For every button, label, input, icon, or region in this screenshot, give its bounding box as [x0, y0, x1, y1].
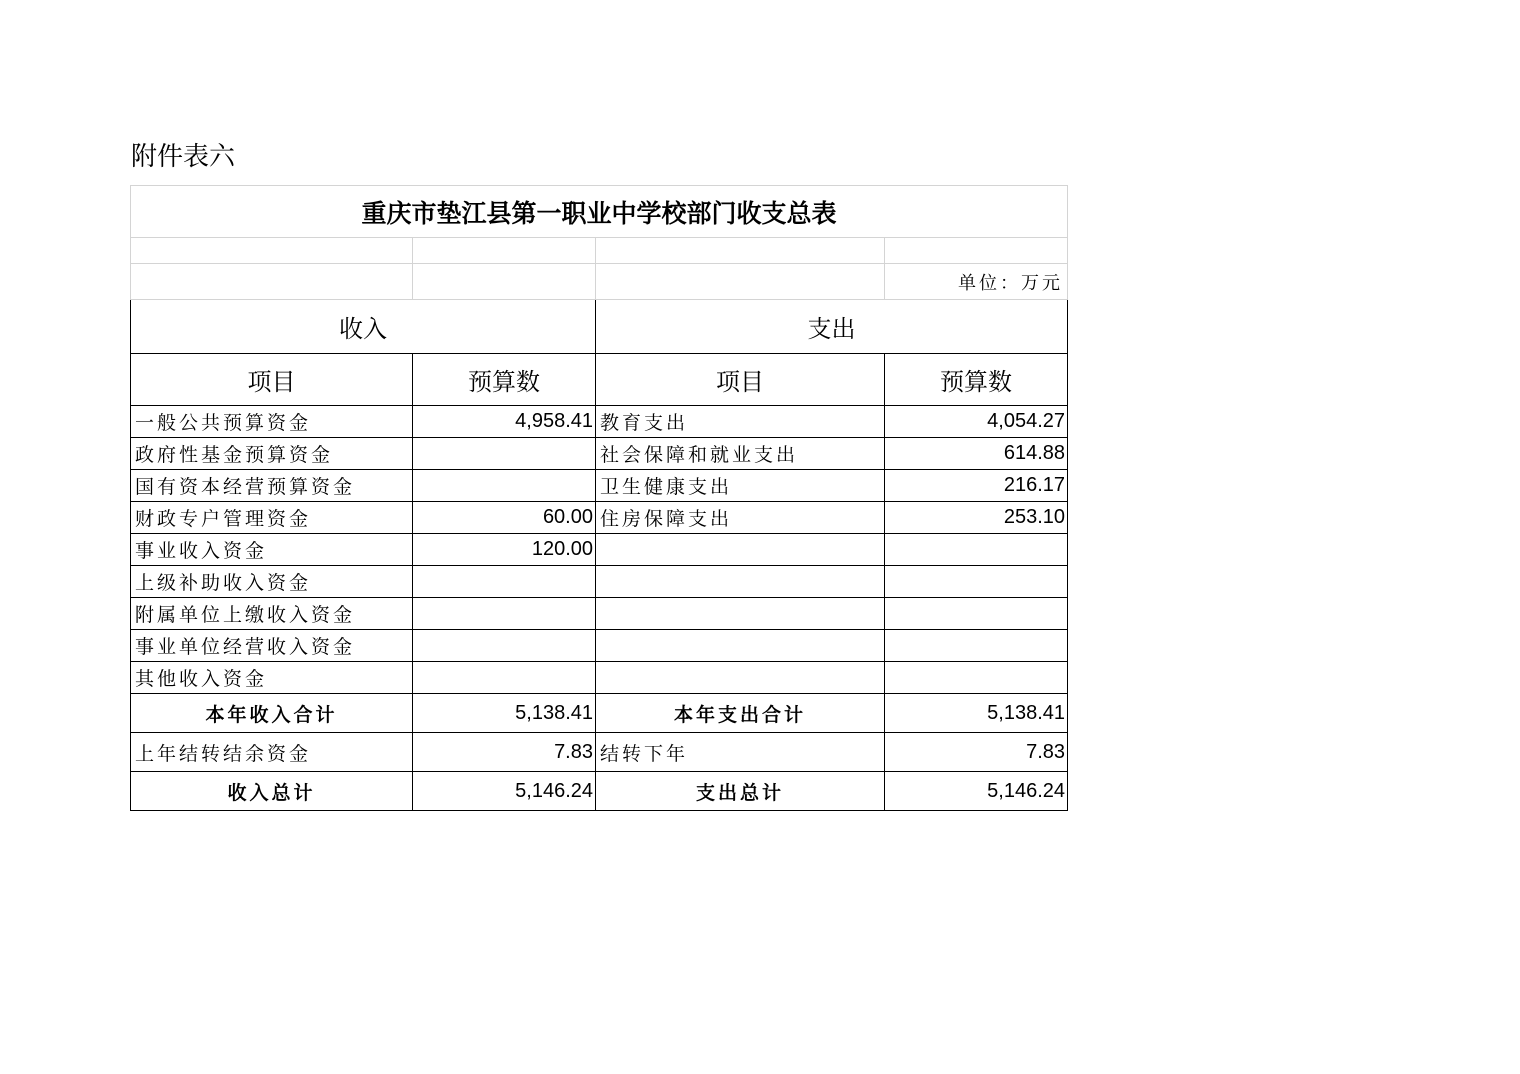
unit-row	[131, 264, 1068, 300]
expense-value-cell	[885, 534, 1068, 566]
attachment-label: 附件表六	[131, 142, 236, 172]
grand-income-total-value: 5,146.24	[413, 772, 596, 811]
income-item-cell: 附属单位上缴收入资金	[131, 598, 413, 630]
income-value-cell	[413, 662, 596, 694]
income-item-cell: 事业单位经营收入资金	[131, 630, 413, 662]
section-header-row	[131, 300, 1068, 354]
expense-value-cell	[885, 566, 1068, 598]
expense-item-cell	[596, 566, 885, 598]
year-income-total-label: 本年收入合计	[131, 694, 413, 733]
expense-value-cell: 216.17	[885, 470, 1068, 502]
expense-value-cell	[885, 630, 1068, 662]
budget-summary-table	[130, 185, 1068, 811]
table-row	[131, 470, 1068, 502]
expense-value-cell	[885, 598, 1068, 630]
expense-item-cell: 卫生健康支出	[596, 470, 885, 502]
table-row	[131, 566, 1068, 598]
year-total-row	[131, 694, 1068, 733]
income-item-cell: 国有资本经营预算资金	[131, 470, 413, 502]
blank-cell	[596, 238, 885, 264]
expense-item-cell	[596, 630, 885, 662]
blank-cell	[131, 264, 413, 300]
income-item-cell: 上级补助收入资金	[131, 566, 413, 598]
blank-row	[131, 238, 1068, 264]
table-title: 重庆市垫江县第一职业中学校部门收支总表	[131, 186, 1068, 238]
income-item-cell: 政府性基金预算资金	[131, 438, 413, 470]
expense-value-cell: 614.88	[885, 438, 1068, 470]
income-item-cell: 财政专户管理资金	[131, 502, 413, 534]
table-row	[131, 662, 1068, 694]
year-income-total-value: 5,138.41	[413, 694, 596, 733]
income-value-cell	[413, 566, 596, 598]
income-item-cell: 事业收入资金	[131, 534, 413, 566]
expense-value-cell: 253.10	[885, 502, 1068, 534]
year-expense-total-value: 5,138.41	[885, 694, 1068, 733]
expense-item-cell: 教育支出	[596, 406, 885, 438]
expense-item-cell	[596, 598, 885, 630]
blank-cell	[413, 264, 596, 300]
expense-value-cell: 4,054.27	[885, 406, 1068, 438]
income-item-cell: 其他收入资金	[131, 662, 413, 694]
expense-header: 支出	[596, 300, 1068, 354]
table-row	[131, 630, 1068, 662]
income-value-cell: 4,958.41	[413, 406, 596, 438]
column-header-row	[131, 354, 1068, 406]
carryover-row	[131, 733, 1068, 772]
table-row	[131, 438, 1068, 470]
expense-item-header: 项目	[596, 354, 885, 406]
blank-cell	[885, 238, 1068, 264]
grand-expense-total-value: 5,146.24	[885, 772, 1068, 811]
table-row	[131, 598, 1068, 630]
income-value-cell	[413, 438, 596, 470]
unit-label: 单位：万元	[885, 264, 1068, 300]
table-row	[131, 502, 1068, 534]
grand-income-total-label: 收入总计	[131, 772, 413, 811]
income-item-cell: 一般公共预算资金	[131, 406, 413, 438]
expense-budget-header: 预算数	[885, 354, 1068, 406]
carryover-income-label: 上年结转结余资金	[131, 733, 413, 772]
income-value-cell: 120.00	[413, 534, 596, 566]
expense-item-cell	[596, 662, 885, 694]
income-value-cell	[413, 630, 596, 662]
income-value-cell	[413, 598, 596, 630]
expense-item-cell: 社会保障和就业支出	[596, 438, 885, 470]
carryover-income-value: 7.83	[413, 733, 596, 772]
blank-cell	[413, 238, 596, 264]
data-rows	[131, 406, 1068, 694]
expense-item-cell	[596, 534, 885, 566]
income-value-cell	[413, 470, 596, 502]
blank-cell	[596, 264, 885, 300]
table-row	[131, 534, 1068, 566]
income-value-cell: 60.00	[413, 502, 596, 534]
income-header: 收入	[131, 300, 596, 354]
expense-value-cell	[885, 662, 1068, 694]
income-item-header: 项目	[131, 354, 413, 406]
expense-item-cell: 住房保障支出	[596, 502, 885, 534]
table-row	[131, 406, 1068, 438]
income-budget-header: 预算数	[413, 354, 596, 406]
title-row	[131, 186, 1068, 238]
grand-expense-total-label: 支出总计	[596, 772, 885, 811]
blank-cell	[131, 238, 413, 264]
year-expense-total-label: 本年支出合计	[596, 694, 885, 733]
grand-total-row	[131, 772, 1068, 811]
carryover-expense-value: 7.83	[885, 733, 1068, 772]
carryover-expense-label: 结转下年	[596, 733, 885, 772]
